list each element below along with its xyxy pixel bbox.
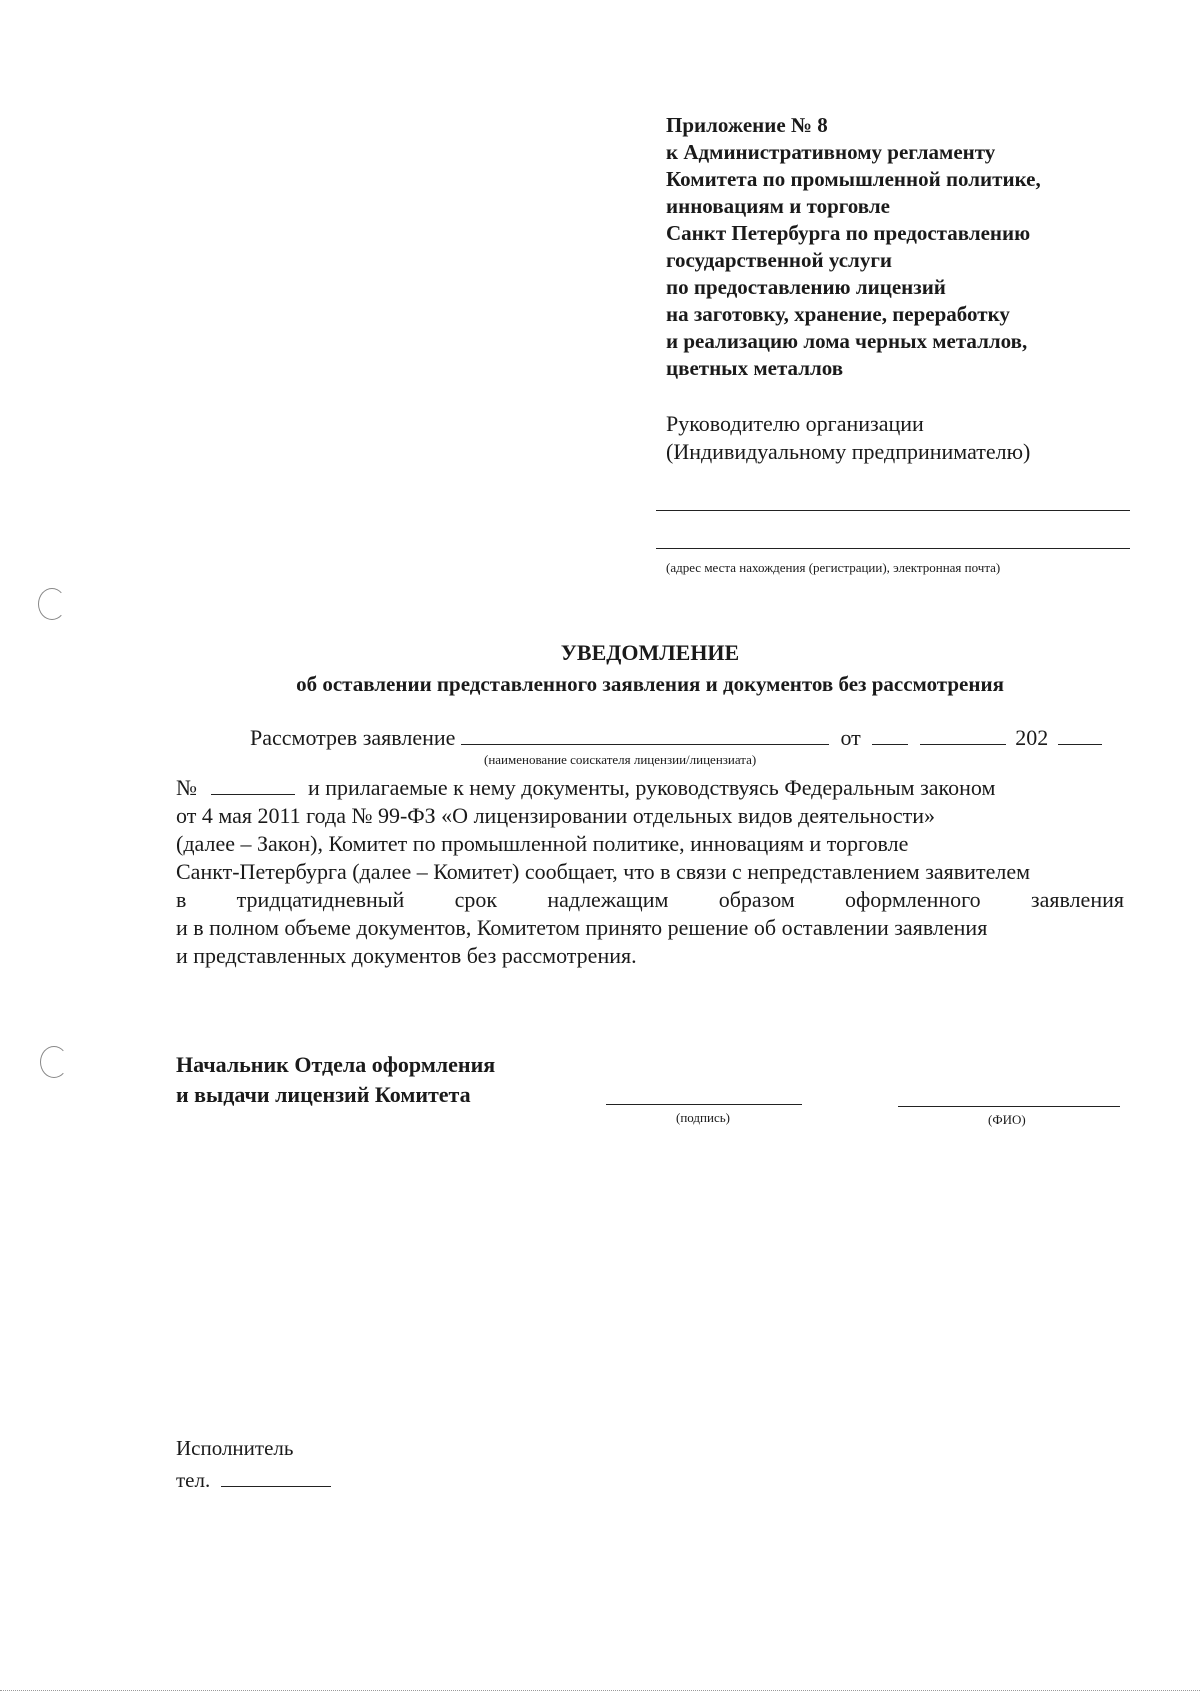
recipient-line: (Индивидуальному предпринимателю): [666, 439, 1031, 464]
body-word: оформленного: [845, 887, 981, 912]
scan-edge-noise: [0, 1690, 1200, 1691]
full-name-caption: (ФИО): [988, 1112, 1026, 1127]
punch-hole-mark: [40, 1046, 68, 1078]
from-label: от: [840, 725, 861, 750]
body-line: [176, 774, 1124, 802]
body-word: заявления: [1030, 887, 1124, 912]
signatory-block: [176, 1050, 495, 1110]
recipient-block: [666, 410, 1030, 466]
appendix-line: государственной услуги: [666, 248, 892, 272]
year-label: 202: [1015, 725, 1049, 750]
punch-hole-mark: [38, 588, 66, 620]
address-caption: (адрес места нахождения (регистрации), электронная почта): [666, 560, 1001, 575]
appendix-line: и реализацию лома черных металлов,: [666, 329, 1028, 353]
recipient-name-line[interactable]: [656, 510, 1130, 511]
recipient-address-line[interactable]: [656, 548, 1130, 549]
body-word: срок: [454, 887, 498, 912]
body-line: и представленных документов без рассмотрения.: [176, 943, 637, 968]
appendix-line: к Административному регламенту: [666, 140, 996, 164]
phone-label: тел.: [176, 1468, 211, 1492]
phone-field[interactable]: [221, 1466, 331, 1487]
applicant-caption: (наименование соискателя лицензии/лицензиата): [484, 752, 757, 767]
appendix-line: инновациям и торговле: [666, 194, 890, 218]
appendix-line: цветных металлов: [666, 356, 844, 380]
document-title: УВЕДОМЛЕНИЕ: [560, 640, 740, 665]
full-name-line[interactable]: [898, 1106, 1120, 1107]
body-word: надлежащим: [547, 887, 669, 912]
body-text: и прилагаемые к нему документы, руководствуясь Федеральным законом: [308, 775, 996, 800]
recipient-line: Руководителю организации: [666, 411, 924, 436]
executor-block: [176, 1432, 331, 1496]
year-field[interactable]: [1058, 724, 1102, 745]
body-line: от 4 мая 2011 года № 99-ФЗ «О лицензировании отдельных видов деятельности»: [176, 803, 936, 828]
document-subtitle: об оставлении представленного заявления и документов без рассмотрения: [296, 672, 1004, 696]
number-sign: №: [176, 775, 197, 800]
applicant-name-field[interactable]: [461, 724, 829, 745]
body-line: (далее – Закон), Комитет по промышленной политике, инновациям и торговле: [176, 831, 909, 856]
application-number-field[interactable]: [211, 774, 295, 795]
appendix-line: по предоставлению лицензий: [666, 275, 946, 299]
body-word: образом: [718, 887, 795, 912]
body-word: в: [176, 887, 187, 912]
appendix-line: Санкт Петербурга по предоставлению: [666, 221, 1031, 245]
signature-line[interactable]: [606, 1104, 802, 1105]
appendix-line: на заготовку, хранение, переработку: [666, 302, 1010, 326]
signature-caption: (подпись): [676, 1110, 730, 1125]
body-word: тридцатидневный: [236, 887, 405, 912]
body-line-reviewed: [250, 724, 1124, 752]
day-field[interactable]: [872, 724, 908, 745]
appendix-line: Комитета по промышленной политике,: [666, 167, 1041, 191]
body-line: и в полном объеме документов, Комитетом принято решение об оставлении заявления: [176, 915, 988, 940]
signatory-title: и выдачи лицензий Комитета: [176, 1082, 471, 1107]
body-line-justified: [176, 886, 1124, 914]
month-field[interactable]: [920, 724, 1006, 745]
signatory-title: Начальник Отдела оформления: [176, 1052, 496, 1077]
appendix-header: [666, 112, 1146, 382]
body-line: Санкт-Петербурга (далее – Комитет) сообщает, что в связи с непредставлением заявителем: [176, 859, 1031, 884]
reviewed-label: Рассмотрев заявление: [250, 725, 456, 750]
executor-label: Исполнитель: [176, 1436, 294, 1460]
appendix-line: Приложение № 8: [666, 113, 828, 137]
